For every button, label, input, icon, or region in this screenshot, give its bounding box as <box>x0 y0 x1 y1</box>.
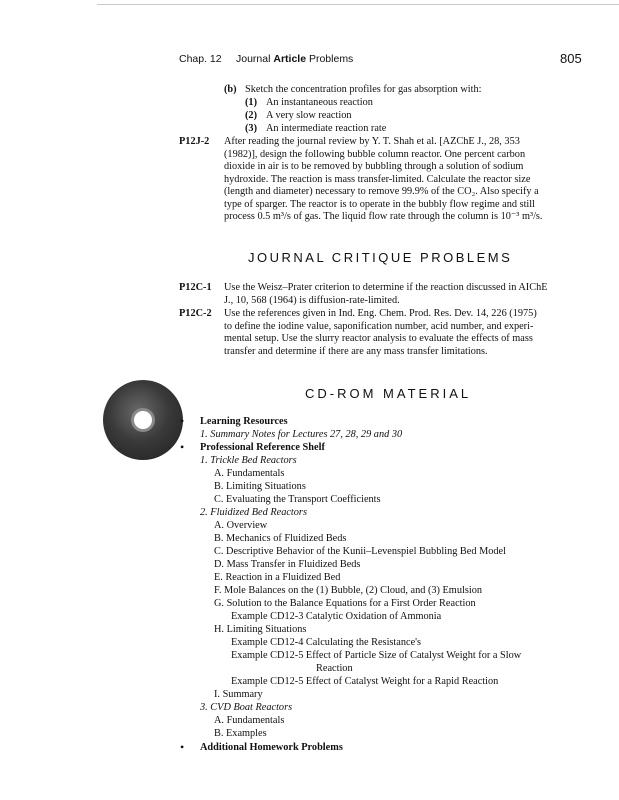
list-item: C. Evaluating the Transport Coefficients <box>214 494 381 505</box>
summary-notes-item: 1. Summary Notes for Lectures 27, 28, 29 and 30 <box>200 429 403 440</box>
list-item: H. Limiting Situations <box>214 624 307 635</box>
problem-text-p12j2: After reading the journal review by Y. T. Shah et al. [AZChE J., 28, 353 (1982)], design the following bubble column reactor. One percent carbon dioxide in air is to be removed by bubbling through a solution of sodium hydroxide. The reaction is mass transfer-limited. Calculate the reactor size (length and diameter) necessary to remove 99.9% of the CO₂. Also specify a type of sparger. The reactor is to operate in the bubbly flow regime and still process 0.5 m³/s of gas. The liquid flow rate through the column is 10⁻³ m³/s. <box>224 136 543 222</box>
cd-rom-hole-icon <box>134 411 152 429</box>
section-title-cd-rom: CD-ROM MATERIAL <box>305 386 472 401</box>
bullet-icon: • <box>180 740 185 754</box>
list-item: G. Solution to the Balance Equations for a First Order Reaction <box>214 598 476 609</box>
cvd-boat-heading: 3. CVD Boat Reactors <box>200 702 293 713</box>
page-number: 805 <box>560 51 582 66</box>
list-item-text: An intermediate reaction rate <box>266 123 387 134</box>
list-item: A. Fundamentals <box>214 715 285 726</box>
list-item: B. Limiting Situations <box>214 481 306 492</box>
example-item: Example CD12-5 Effect of Particle Size of Catalyst Weight for a Slow <box>231 650 522 661</box>
list-item: D. Mass Transfer in Fluidized Beds <box>214 559 361 570</box>
problem-label-p12c2: P12C-2 <box>179 308 212 319</box>
list-item: E. Reaction in a Fluidized Bed <box>214 572 341 583</box>
fluidized-bed-heading: 2. Fluidized Bed Reactors <box>200 507 307 518</box>
list-item-text: An instantaneous reaction <box>266 97 373 108</box>
example-item: Example CD12-3 Catalytic Oxidation of Ammonia <box>231 611 442 622</box>
list-item: B. Mechanics of Fluidized Beds <box>214 533 347 544</box>
bullet-icon: • <box>180 414 185 428</box>
problem-text-p12c1: Use the Weisz–Prater criterion to determine if the reaction discussed in AIChE J., 10, 568 (1964) is diffusion-rate-limited. <box>224 282 548 306</box>
section-title-journal-critique: JOURNAL CRITIQUE PROBLEMS <box>248 250 513 265</box>
list-item-num: (2) <box>245 110 258 121</box>
example-item: Example CD12-5 Effect of Catalyst Weight for a Rapid Reaction <box>231 676 499 687</box>
trickle-bed-heading: 1. Trickle Bed Reactors <box>200 455 297 466</box>
list-item: C. Descriptive Behavior of the Kunii–Levenspiel Bubbling Bed Model <box>214 546 506 557</box>
list-item: B. Examples <box>214 728 267 739</box>
example-item-continued: Reaction <box>316 663 353 674</box>
list-item: A. Overview <box>214 520 268 531</box>
problem-text-p12c2: Use the references given in Ind. Eng. Chem. Prod. Res. Dev. 14, 226 (1975) to define the iodine value, saponification number, acid number, and experi- mental setup. Use the slurry reactor analysis to evaluate the effects of mass transfer and determine if there are any mass transfer limitations. <box>224 308 537 357</box>
list-item: A. Fundamentals <box>214 468 285 479</box>
list-item: F. Mole Balances on the (1) Bubble, (2) Cloud, and (3) Emulsion <box>214 585 482 596</box>
additional-homework-heading: Additional Homework Problems <box>200 742 343 753</box>
list-item-num: (3) <box>245 123 258 134</box>
list-item-num: (1) <box>245 97 258 108</box>
problem-label-p12c1: P12C-1 <box>179 282 212 293</box>
part-b-text: Sketch the concentration profiles for gas absorption with: <box>245 84 482 95</box>
problem-label-p12j2: P12J-2 <box>179 136 210 147</box>
list-item: I. Summary <box>214 689 263 700</box>
professional-shelf-heading: Professional Reference Shelf <box>200 442 325 453</box>
list-item-text: A very slow reaction <box>266 110 352 121</box>
top-rule <box>97 4 619 5</box>
learning-resources-heading: Learning Resources <box>200 416 288 427</box>
part-b-label: (b) <box>224 84 237 95</box>
bullet-icon: • <box>180 440 185 454</box>
example-item: Example CD12-4 Calculating the Resistance's <box>231 637 422 648</box>
running-title: Journal Article Problems <box>236 53 354 65</box>
chapter-label: Chap. 12 <box>179 53 222 65</box>
